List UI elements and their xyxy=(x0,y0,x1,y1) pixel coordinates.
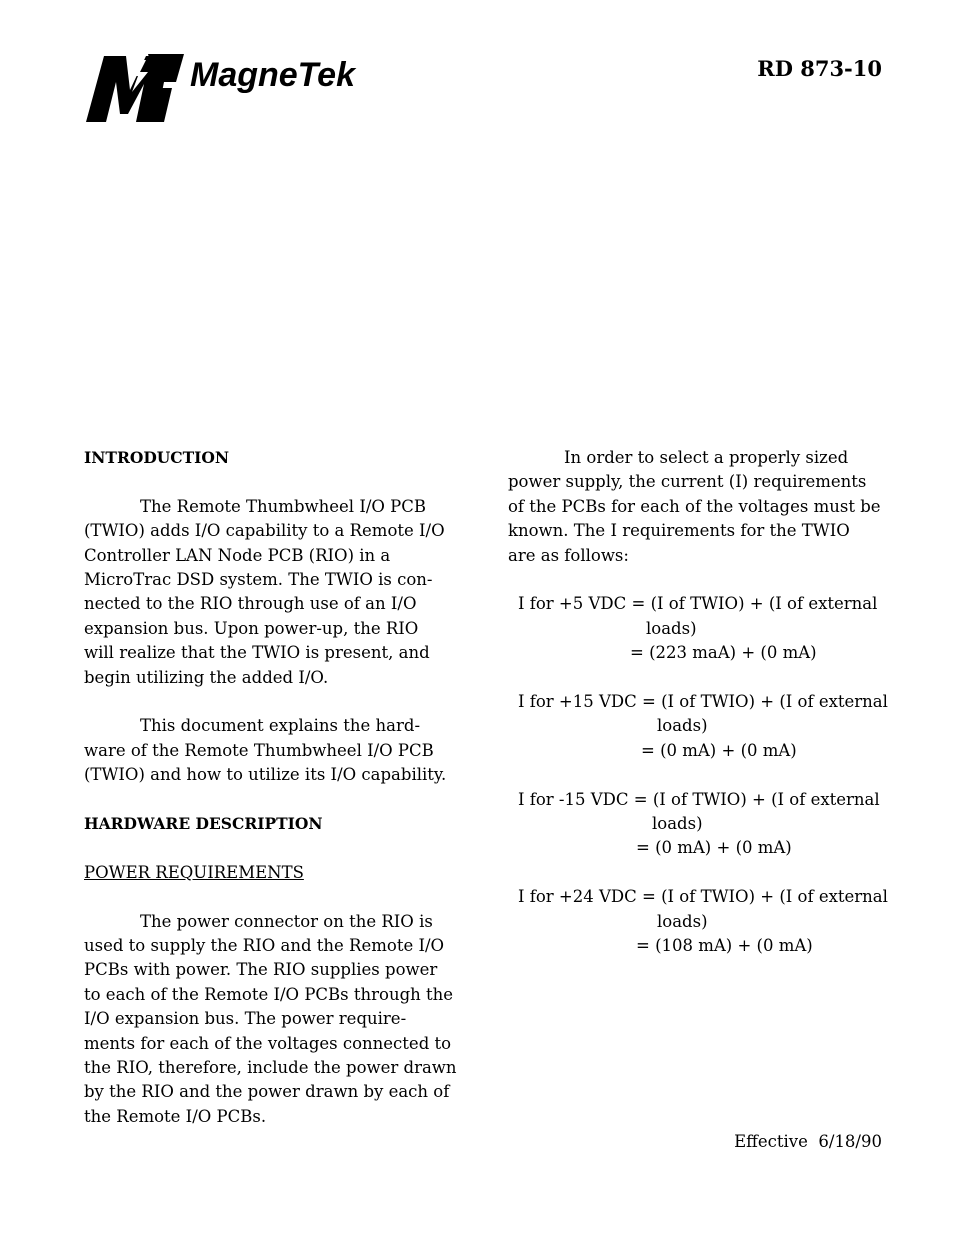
current-equations xyxy=(508,592,888,958)
equation-block xyxy=(508,885,888,958)
text-line: ware of the Remote Thumbwheel I/O PCB xyxy=(84,740,434,760)
equation-line2: loads) xyxy=(652,814,703,834)
logo-wordmark: MagneTek xyxy=(190,56,356,94)
equation-block xyxy=(508,592,888,665)
text-line: power supply, the current (I) requirements xyxy=(508,472,867,492)
logo-mark-icon xyxy=(86,52,376,126)
text-line: used to supply the RIO and the Remote I/O xyxy=(84,936,445,956)
text-line: MicroTrac DSD system. The TWIO is con- xyxy=(84,570,433,590)
power-requirements-paragraph xyxy=(84,910,464,1130)
equation-line2: loads) xyxy=(657,911,708,931)
text-line: of the PCBs for each of the voltages must be xyxy=(508,496,881,516)
right-column xyxy=(508,446,888,958)
effective-date: Effective 6/18/90 xyxy=(734,1132,882,1151)
power-requirements-heading: POWER REQUIREMENTS xyxy=(84,862,304,882)
equation-line1: I for +15 VDC = (I of TWIO) + (I of external xyxy=(518,692,888,712)
text-line: begin utilizing the added I/O. xyxy=(84,667,329,687)
text-line: (TWIO) and how to utilize its I/O capability. xyxy=(84,765,447,785)
magnetek-logo xyxy=(86,52,376,126)
document-id: RD 873-10 xyxy=(757,56,882,81)
introduction-paragraph-1 xyxy=(84,495,464,690)
text-line: by the RIO and the power drawn by each of xyxy=(84,1082,450,1102)
text-line: ments for each of the voltages connected to xyxy=(84,1033,452,1053)
text-line: the RIO, therefore, include the power drawn xyxy=(84,1058,457,1078)
equation-line1: I for +24 VDC = (I of TWIO) + (I of external xyxy=(518,887,888,907)
text-line: to each of the Remote I/O PCBs through the xyxy=(84,984,454,1004)
text-line: This document explains the hard- xyxy=(140,716,421,736)
equation-line1: I for -15 VDC = (I of TWIO) + (I of external xyxy=(518,789,880,809)
text-line: (TWIO) adds I/O capability to a Remote I/O xyxy=(84,521,445,541)
equation-line2: loads) xyxy=(646,618,697,638)
equation-line3: = (223 maA) + (0 mA) xyxy=(630,643,817,663)
text-line: The power connector on the RIO is xyxy=(140,911,433,931)
text-line: In order to select a properly sized xyxy=(564,448,849,467)
equation-line3: = (0 mA) + (0 mA) xyxy=(636,838,792,858)
left-column xyxy=(84,446,464,1129)
text-line: will realize that the TWIO is present, and xyxy=(84,643,430,663)
text-line: the Remote I/O PCBs. xyxy=(84,1106,267,1126)
hardware-description-heading: HARDWARE DESCRIPTION xyxy=(84,814,323,834)
equation-block xyxy=(508,788,888,861)
introduction-paragraph-2 xyxy=(84,714,464,787)
text-line: The Remote Thumbwheel I/O PCB xyxy=(140,496,427,516)
text-line: known. The I requirements for the TWIO xyxy=(508,521,850,541)
equation-line1: I for +5 VDC = (I of TWIO) + (I of external xyxy=(518,594,878,614)
equation-line2: loads) xyxy=(657,716,708,736)
text-line: I/O expansion bus. The power require- xyxy=(84,1009,407,1029)
text-line: Controller LAN Node PCB (RIO) in a xyxy=(84,545,391,565)
power-supply-paragraph xyxy=(508,446,888,568)
introduction-heading: INTRODUCTION xyxy=(84,448,230,467)
text-line: expansion bus. Upon power-up, the RIO xyxy=(84,618,419,638)
equation-line3: = (108 mA) + (0 mA) xyxy=(636,936,813,956)
text-line: nected to the RIO through use of an I/O xyxy=(84,594,417,614)
equation-line3: = (0 mA) + (0 mA) xyxy=(641,740,797,760)
text-line: PCBs with power. The RIO supplies power xyxy=(84,960,438,980)
equation-block xyxy=(508,690,888,763)
text-line: are as follows: xyxy=(508,545,629,565)
